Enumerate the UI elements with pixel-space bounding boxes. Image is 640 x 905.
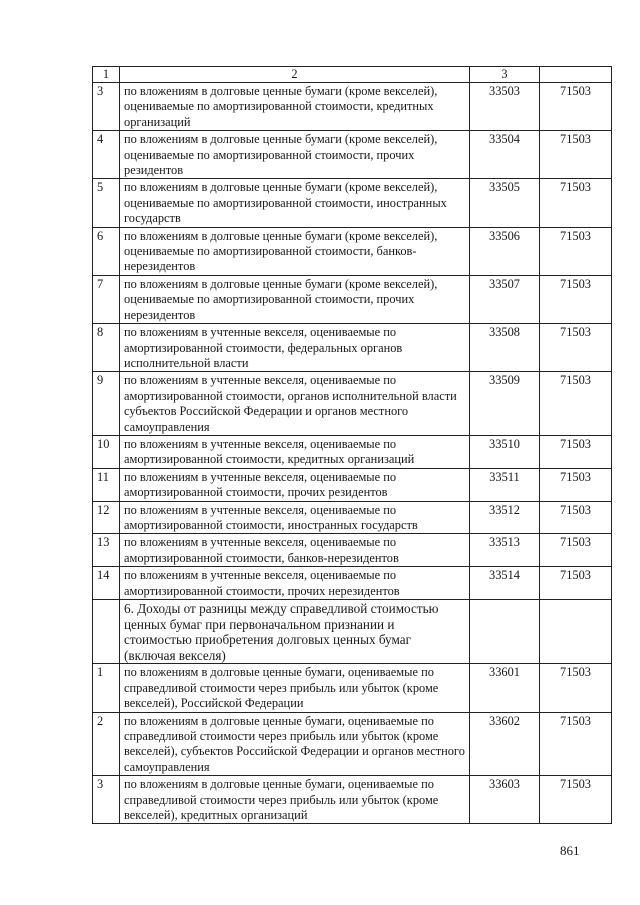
row-number: 9: [93, 372, 120, 436]
row-description: по вложениям в долговые ценные бумаги (кроме векселей), оцениваемые по амортизированной стоимости, прочих нерезидентов: [120, 275, 470, 323]
symbol-code: 71503: [540, 324, 612, 372]
account-code: 33603: [470, 776, 540, 824]
symbol-code: 71503: [540, 664, 612, 712]
symbol-code: 71503: [540, 179, 612, 227]
row-description: по вложениям в долговые ценные бумаги (кроме векселей), оцениваемые по амортизированной стоимости, кредитных организаций: [120, 83, 470, 131]
table-row: [93, 435, 612, 468]
symbol-code: 71503: [540, 712, 612, 776]
row-number: 11: [93, 468, 120, 501]
symbol-code: 71503: [540, 372, 612, 436]
header-cell-1: 1: [93, 67, 120, 83]
row-description: по вложениям в учтенные векселя, оцениваемые по амортизированной стоимости, банков-нерезидентов: [120, 534, 470, 567]
account-code: 33511: [470, 468, 540, 501]
section-row: [93, 600, 612, 664]
table-header-row: [93, 67, 612, 83]
table-row: [93, 83, 612, 131]
row-number: 7: [93, 275, 120, 323]
table-row: [93, 372, 612, 436]
symbol-code: 71503: [540, 468, 612, 501]
row-number: 10: [93, 435, 120, 468]
account-code: 33601: [470, 664, 540, 712]
table-row: [93, 712, 612, 776]
table-row: [93, 567, 612, 600]
symbol-code: 71503: [540, 131, 612, 179]
row-number: 1: [93, 664, 120, 712]
account-code: 33514: [470, 567, 540, 600]
account-code: 33505: [470, 179, 540, 227]
account-code: 33513: [470, 534, 540, 567]
table-body: [93, 67, 612, 824]
symbol-code: 71503: [540, 776, 612, 824]
row-description: по вложениям в долговые ценные бумаги, оцениваемые по справедливой стоимости через прибыль или убыток (кроме векселей), кредитных организаций: [120, 776, 470, 824]
row-number: 8: [93, 324, 120, 372]
header-cell-4: [540, 67, 612, 83]
table-row: [93, 501, 612, 534]
symbol-code: 71503: [540, 567, 612, 600]
table-row: [93, 468, 612, 501]
account-code: 33504: [470, 131, 540, 179]
row-number: 13: [93, 534, 120, 567]
symbol-code: 71503: [540, 534, 612, 567]
row-description: по вложениям в долговые ценные бумаги, оцениваемые по справедливой стоимости через прибыль или убыток (кроме векселей), субъектов Российской Федерации и органов местного самоуправления: [120, 712, 470, 776]
symbol-code: [540, 600, 612, 664]
row-description: по вложениям в долговые ценные бумаги (кроме векселей), оцениваемые по амортизированной стоимости, прочих резидентов: [120, 131, 470, 179]
table-row: [93, 664, 612, 712]
account-code: 33506: [470, 227, 540, 275]
symbol-code: 71503: [540, 501, 612, 534]
section-title: 6. Доходы от разницы между справедливой стоимостью ценных бумаг при первоначальном признании и стоимостью приобретения долговых ценных бумаг (включая векселя): [120, 600, 470, 664]
header-cell-3: 3: [470, 67, 540, 83]
row-description: по вложениям в учтенные векселя, оцениваемые по амортизированной стоимости, федеральных органов исполнительной власти: [120, 324, 470, 372]
row-description: по вложениям в учтенные векселя, оцениваемые по амортизированной стоимости, кредитных организаций: [120, 435, 470, 468]
account-code: 33507: [470, 275, 540, 323]
row-number: 5: [93, 179, 120, 227]
row-description: по вложениям в учтенные векселя, оцениваемые по амортизированной стоимости, иностранных государств: [120, 501, 470, 534]
row-number: 14: [93, 567, 120, 600]
table-row: [93, 227, 612, 275]
document-table: [92, 66, 612, 824]
table-row: [93, 776, 612, 824]
account-code: 33509: [470, 372, 540, 436]
header-cell-2: 2: [120, 67, 470, 83]
row-number: 2: [93, 712, 120, 776]
row-number: 3: [93, 776, 120, 824]
row-number: [93, 600, 120, 664]
table-row: [93, 534, 612, 567]
account-code: 33602: [470, 712, 540, 776]
row-number: 12: [93, 501, 120, 534]
row-number: 3: [93, 83, 120, 131]
row-number: 6: [93, 227, 120, 275]
account-code: 33512: [470, 501, 540, 534]
account-code: 33508: [470, 324, 540, 372]
row-description: по вложениям в долговые ценные бумаги (кроме векселей), оцениваемые по амортизированной стоимости, банков-нерезидентов: [120, 227, 470, 275]
account-code: 33510: [470, 435, 540, 468]
row-description: по вложениям в учтенные векселя, оцениваемые по амортизированной стоимости, органов исполнительной власти субъектов Российской Федерации и органов местного самоуправления: [120, 372, 470, 436]
account-code: 33503: [470, 83, 540, 131]
page-number: 861: [560, 843, 580, 858]
account-code: [470, 600, 540, 664]
table-row: [93, 324, 612, 372]
row-number: 4: [93, 131, 120, 179]
table-row: [93, 131, 612, 179]
symbol-code: 71503: [540, 275, 612, 323]
row-description: по вложениям в учтенные векселя, оцениваемые по амортизированной стоимости, прочих нерезидентов: [120, 567, 470, 600]
symbol-code: 71503: [540, 227, 612, 275]
symbol-code: 71503: [540, 435, 612, 468]
table-row: [93, 179, 612, 227]
table-row: [93, 275, 612, 323]
row-description: по вложениям в долговые ценные бумаги (кроме векселей), оцениваемые по амортизированной стоимости, иностранных государств: [120, 179, 470, 227]
symbol-code: 71503: [540, 83, 612, 131]
row-description: по вложениям в учтенные векселя, оцениваемые по амортизированной стоимости, прочих резидентов: [120, 468, 470, 501]
row-description: по вложениям в долговые ценные бумаги, оцениваемые по справедливой стоимости через прибыль или убыток (кроме векселей), Российской Федерации: [120, 664, 470, 712]
